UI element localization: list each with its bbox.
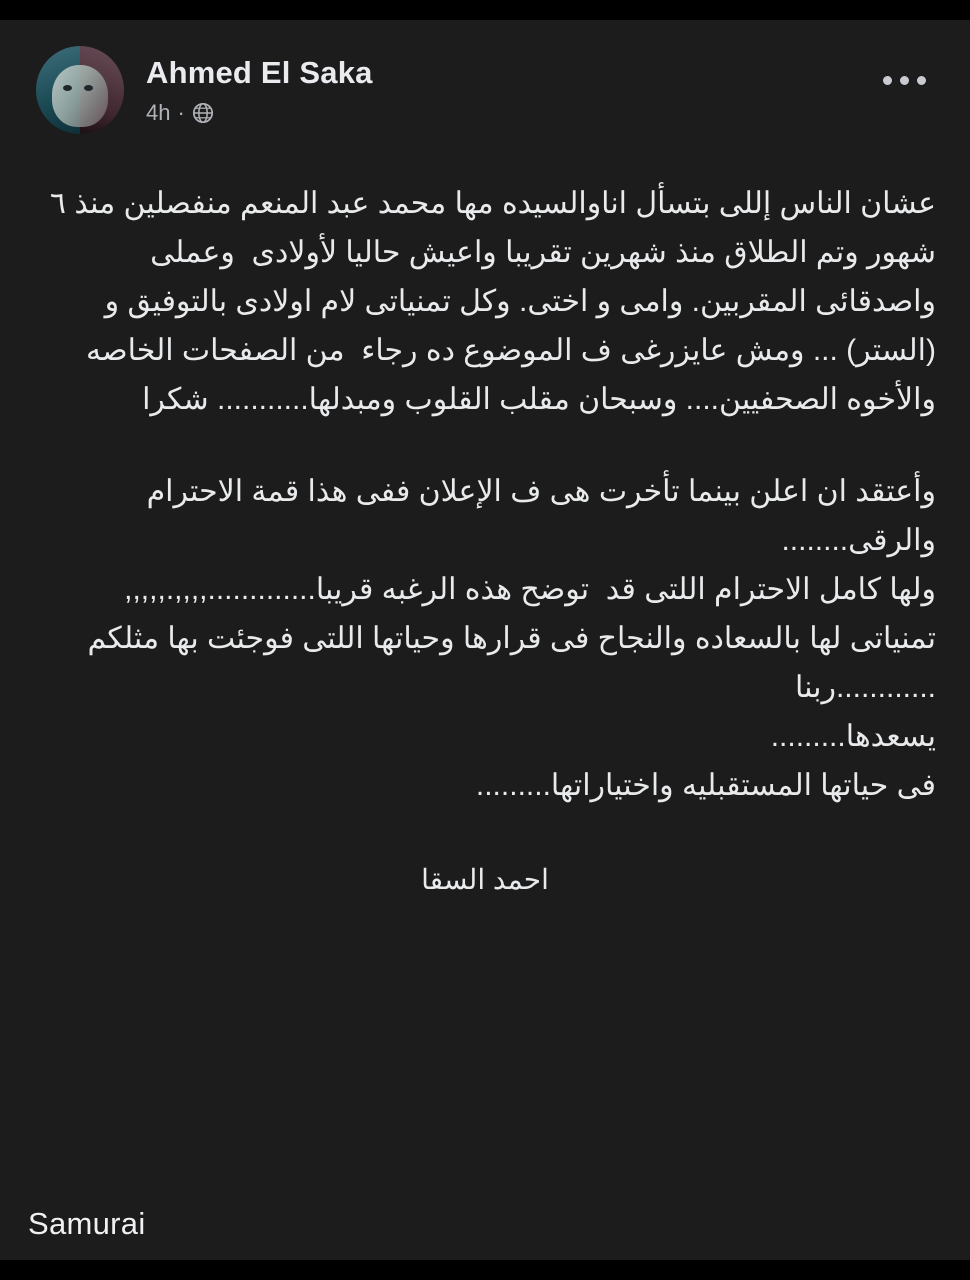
post-paragraph: عشان الناس إللى بتسأل اناوالسيده مها محمد عبد المنعم منفصلين منذ ٦ شهور وتم الطلاق منذ شهرين تقريبا واعيش حاليا لأولادى وعملى واصدقائى المقربين. وامى و اختى. وكل تمنياتى لام اولادى بالتوفيق و (الستر) ... ومش عايزرغى ف الموضوع ده رجاء من الصفحات الخاصه والأخوه الصحفيين.... وسبحان مقلب القلوب ومبدلها........... شكرا bbox=[41, 187, 936, 416]
post-paragraph: يسعدها......... bbox=[770, 719, 936, 753]
post-timestamp[interactable]: 4h bbox=[146, 99, 171, 125]
more-dot-2 bbox=[900, 76, 909, 85]
post-body bbox=[0, 134, 970, 896]
more-options-icon[interactable] bbox=[883, 76, 926, 85]
more-dot-3 bbox=[917, 76, 926, 85]
post-paragraph: ولها كامل الاحترام اللتى قد توضح هذه الرغبه قريبا.............,,,,.,,,,, bbox=[124, 573, 936, 607]
post-paragraph: وأعتقد ان اعلن بينما تأخرت هى ف الإعلان ففى هذا قمة الاحترام والرقى........ bbox=[138, 475, 936, 558]
post-header-text bbox=[146, 54, 373, 125]
meta-separator: · bbox=[177, 99, 185, 125]
post-meta bbox=[146, 100, 373, 126]
more-dot-1 bbox=[883, 76, 892, 85]
post-paragraph: فى حياتها المستقبليه واختياراتها......... bbox=[475, 768, 936, 802]
globe-icon[interactable] bbox=[192, 102, 214, 124]
avatar-face bbox=[52, 65, 108, 127]
avatar-eye-left bbox=[63, 85, 72, 91]
post-card bbox=[0, 20, 970, 1260]
avatar-eye-right bbox=[84, 85, 93, 91]
watermark-label: Samurai bbox=[28, 1206, 146, 1241]
avatar[interactable] bbox=[36, 46, 124, 134]
post-signature: احمد السقا bbox=[421, 863, 549, 895]
post-paragraph: تمنياتى لها بالسعاده والنجاح فى قرارها وحياتها اللتى فوجئت بها مثلكم ............ربنا bbox=[79, 622, 936, 705]
post-header bbox=[0, 20, 970, 134]
author-name[interactable]: Ahmed El Saka bbox=[146, 55, 373, 91]
